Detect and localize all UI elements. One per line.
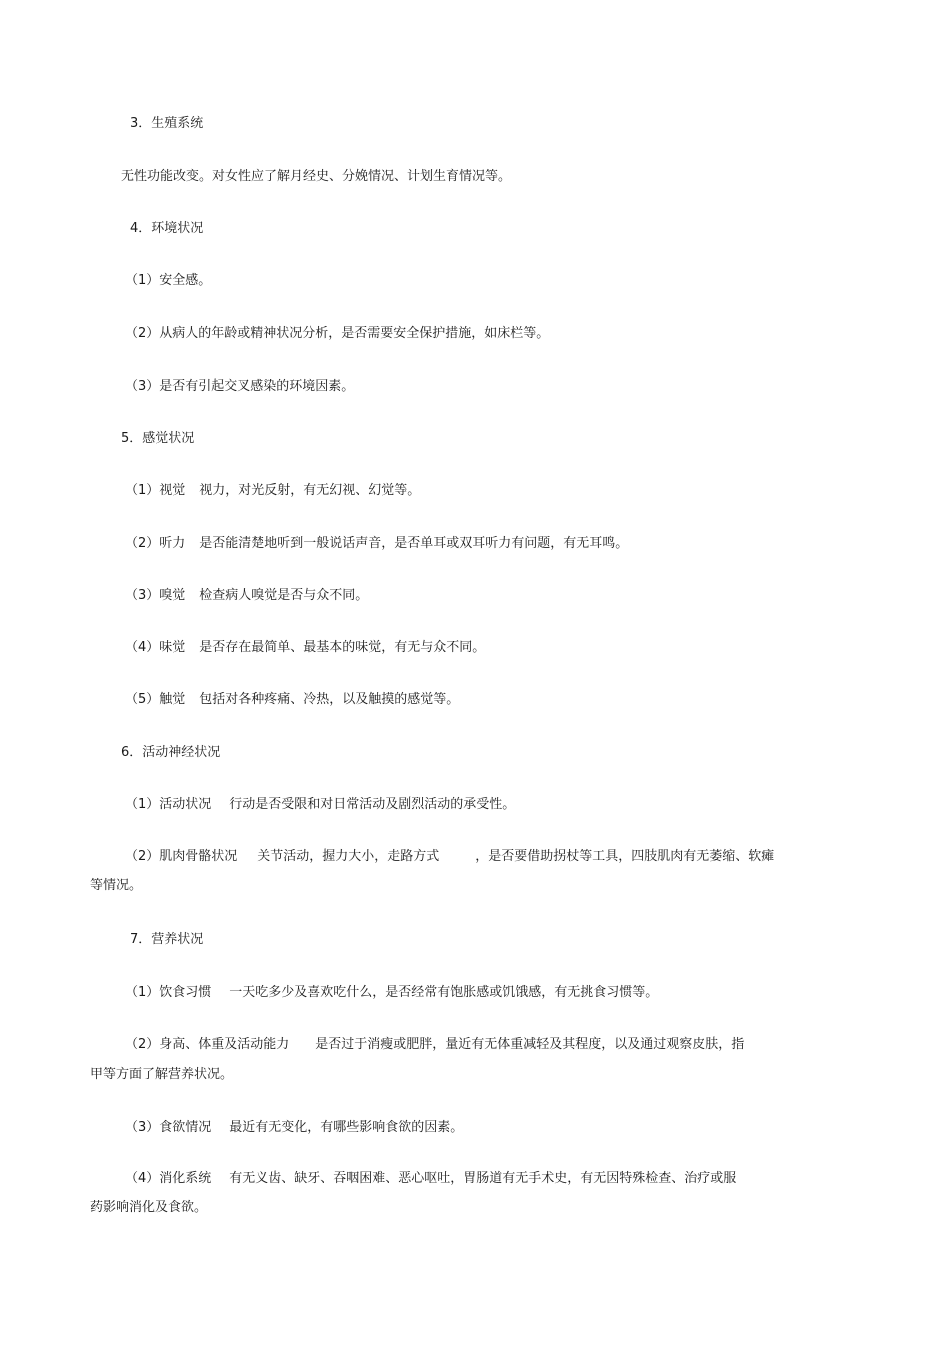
item-activity-status: [125, 796, 515, 814]
item-label: （4）消化系统: [125, 1171, 212, 1186]
heading-sensory: 5．感觉状况: [121, 431, 195, 446]
item-text: 检查病人嗅觉是否与众不同。: [199, 588, 369, 603]
item-musculoskeletal-wrap: 等情况。: [90, 878, 143, 893]
item-digestive-wrap: 药影响消化及食欲。: [90, 1200, 208, 1215]
item-env-3: （3）是否有引起交叉感染的环境因素。: [125, 379, 355, 394]
item-label: （1）活动状况: [125, 797, 212, 812]
heading-nutrition: 7．营养状况: [130, 932, 204, 947]
item-label: （4）味觉: [125, 640, 186, 655]
item-diet-habits: [125, 984, 658, 1002]
item-text: 最近有无变化，有哪些影响食欲的因素。: [229, 1120, 464, 1135]
item-text: 关节活动，握力大小，走路方式: [257, 849, 440, 864]
item-vision: [125, 482, 420, 500]
item-appetite: [125, 1119, 463, 1137]
item-label: （1）视觉: [125, 483, 186, 498]
item-height-weight-wrap: 甲等方面了解营养状况。: [90, 1067, 234, 1082]
item-text-continued: ，是否要借助拐杖等工具，四肢肌肉有无萎缩、软瘫: [475, 849, 775, 864]
item-label: （2）身高、体重及活动能力: [125, 1037, 290, 1052]
item-taste: [125, 639, 485, 657]
item-env-2: （2）从病人的年龄或精神状况分析，是否需要安全保护措施，如床栏等。: [125, 326, 550, 341]
item-height-weight: [125, 1036, 744, 1054]
item-text: 视力，对光反射，有无幻视、幻觉等。: [199, 483, 421, 498]
heading-activity: 6．活动神经状况: [121, 745, 221, 760]
item-smell: [125, 587, 368, 605]
item-label: （2）听力: [125, 536, 186, 551]
item-touch: [125, 691, 459, 709]
item-text: 有无义齿、缺牙、吞咽困难、恶心呕吐，胃肠道有无手术史，有无因特殊检查、治疗或服: [229, 1171, 737, 1186]
item-label: （1）饮食习惯: [125, 985, 212, 1000]
item-label: （5）触觉: [125, 692, 186, 707]
heading-reproductive-system: 3．生殖系统: [130, 116, 204, 131]
item-text: 包括对各种疼痛、冷热，以及触摸的感觉等。: [199, 692, 460, 707]
item-label: （3）食欲情况: [125, 1120, 212, 1135]
item-text: 是否存在最简单、最基本的味觉，有无与众不同。: [199, 640, 486, 655]
item-env-1: （1）安全感。: [125, 273, 212, 288]
item-label: （2）肌肉骨骼状况: [125, 849, 238, 864]
item-musculoskeletal: [125, 848, 774, 866]
paragraph-reproductive: 无性功能改变。对女性应了解月经史、分娩情况、计划生育情况等。: [121, 169, 512, 184]
item-text: 是否过于消瘦或肥胖，量近有无体重减轻及其程度，以及通过观察皮肤，指: [315, 1037, 745, 1052]
heading-environment: 4．环境状况: [130, 221, 204, 236]
item-hearing: [125, 535, 628, 553]
item-digestive: [125, 1170, 736, 1188]
item-label: （3）嗅觉: [125, 588, 186, 603]
item-text: 是否能清楚地听到一般说话声音，是否单耳或双耳听力有问题，有无耳鸣。: [199, 536, 629, 551]
item-text: 一天吃多少及喜欢吃什么，是否经常有饱胀感或饥饿感，有无挑食习惯等。: [229, 985, 659, 1000]
item-text: 行动是否受限和对日常活动及剧烈活动的承受性。: [229, 797, 516, 812]
